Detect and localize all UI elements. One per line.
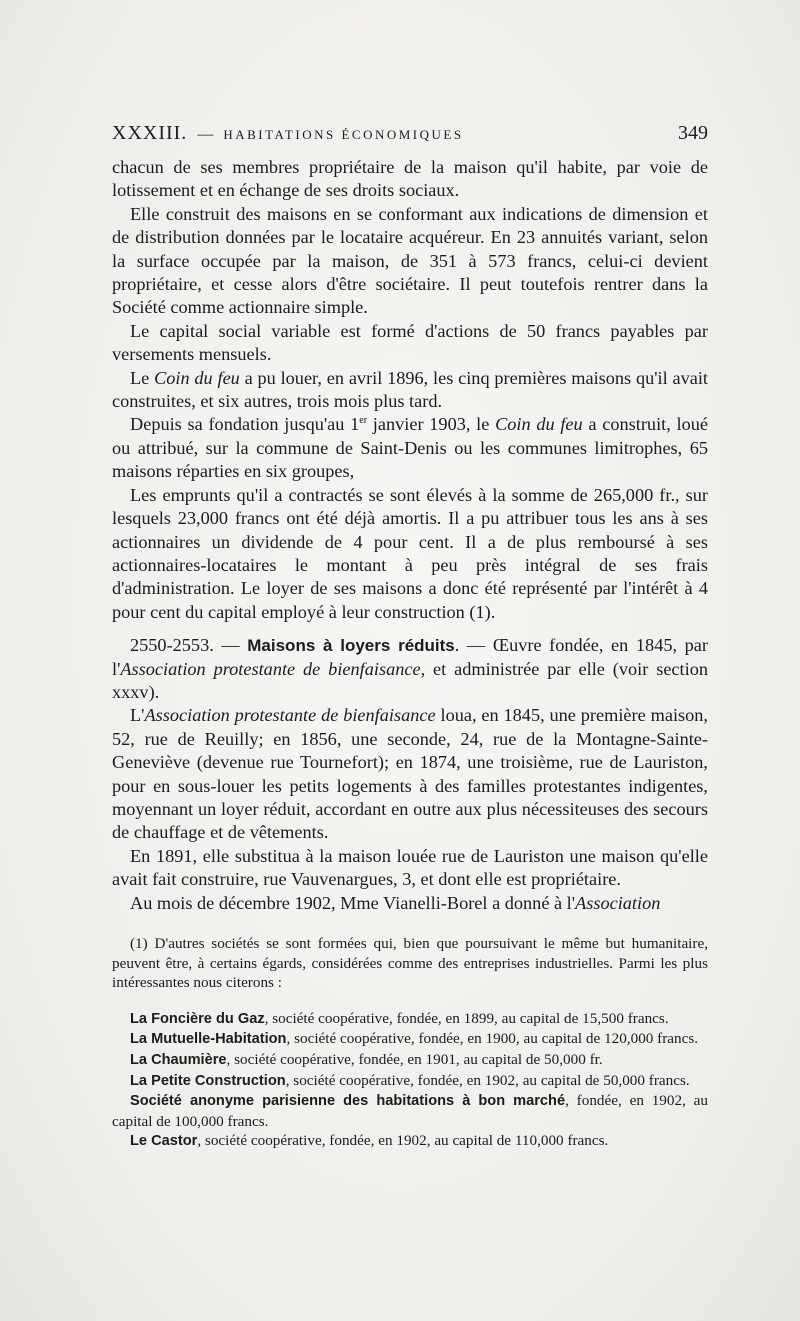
paragraph-4 <box>112 367 708 414</box>
society-name: La Foncière du Gaz <box>130 1010 265 1027</box>
p10-text-a: Au mois de décembre 1902, Mme Vianelli-Borel a donné à l' <box>130 892 576 913</box>
paragraph-3: Le capital social variable est formé d'actions de 50 francs payables par versements mensuels. <box>112 320 708 365</box>
paragraph-8 <box>112 704 708 844</box>
footnote-entry <box>112 1009 708 1030</box>
chapter-number: XXXIII. <box>112 122 188 144</box>
paragraph-6: Les emprunts qu'il a contractés se sont élevés à la somme de 265,000 fr., sur lesquels 23,000 francs ont été déjà amortis. Il a pu attribuer tous les ans à ses actionnaires un dividende de 4 pour cent. Il a de plus remboursé à ses actionnaires-locataires le montant à peu près intégral de ses frais d'administration. Le loyer de ses maisons a donc été représenté par l'intérêt à 4 pour cent du capital employé à leur construction (1). <box>112 484 708 622</box>
p4-text-a: Le <box>130 367 155 388</box>
society-name: La Chaumière <box>130 1051 227 1068</box>
header-chapter <box>112 122 464 145</box>
paragraph-5 <box>112 413 708 483</box>
footnotes <box>112 934 708 1152</box>
footnote-entry <box>112 1029 708 1050</box>
paragraph-2: Elle construit des maisons en se conformant aux indications de dimension et de distribution données par le locataire acquéreur. En 23 annuités variant, selon la surface occupée par la maison, de 351 à 573 francs, celui-ci devient propriétaire, et cesse alors d'être sociétaire. Il peut toutefois rentrer dans la Société comme actionnaire simple. <box>112 203 708 318</box>
running-header <box>112 122 708 145</box>
paragraph-10 <box>112 892 708 915</box>
footnote-entry <box>112 1071 708 1092</box>
footnote-entry <box>112 1131 708 1152</box>
header-dash: — <box>197 126 214 143</box>
page-number: 349 <box>678 122 708 144</box>
society-text: , fondée, en 1902, au capital de 100,000 francs. <box>112 1092 708 1130</box>
p5-text-c: a construit, loué ou attribué, sur la commune de Saint-Denis ou les communes limitrophes, 65 maisons réparties en six groupes, <box>112 414 708 482</box>
section-text-b: , et administrée par elle (voir section xxxv). <box>112 658 708 702</box>
p8-italic: Association protestante de bienfaisance <box>144 705 436 726</box>
p5-italic: Coin du feu <box>495 414 583 435</box>
footnote-entry <box>112 1091 708 1131</box>
society-text: , société coopérative, fondée, en 1901, au capital de 50,000 fr. <box>226 1050 603 1068</box>
body-text <box>112 156 708 915</box>
footnote-intro: (1) D'autres sociétés se sont formées qui, bien que poursuivant le même but humanitaire, peuvent être, à certains égards, considérées comme des entreprises industrielles. Parmi les plus intéressantes nous citerons : <box>112 935 708 992</box>
paragraph-1: chacun de ses membres propriétaire de la maison qu'il habite, par voie de lotissement et en échange de ses droits sociaux. <box>112 157 708 201</box>
society-text: , société coopérative, fondée, en 1902, au capital de 50,000 francs. <box>285 1071 690 1089</box>
section-title: Maisons à loyers réduits <box>247 636 455 656</box>
society-text: , société coopérative, fondée, en 1902, au capital de 110,000 francs. <box>197 1132 609 1150</box>
society-name: La Petite Construction <box>130 1072 286 1089</box>
society-text: , société coopérative, fondée, en 1899, au capital de 15,500 francs. <box>264 1009 669 1027</box>
society-name: Société anonyme parisienne des habitations à bon marché <box>130 1093 566 1110</box>
p4-italic: Coin du feu <box>154 367 240 388</box>
section-text-a: . — Œuvre fondée, en 1845, par l' <box>112 635 708 679</box>
section-heading-paragraph <box>112 634 708 704</box>
section-italic: Association protestante de bienfaisance <box>120 658 421 679</box>
p5-superscript: er <box>359 415 368 427</box>
section-number: 2550-2553. — <box>130 635 248 656</box>
footnote-entry <box>112 1050 708 1071</box>
p8-text-b: loua, en 1845, une première maison, 52, rue de Reuilly; en 1856, une seconde, 24, rue de la Montagne-Sainte-Geneviève (devenue rue Tournefort); en 1874, une troisième, rue de Lauriston, pour en sous-louer les petits logements à des familles protestantes indigentes, moyennant un loyer réduit, accordant en outre aux plus nécessiteuses des secours de chauffage et de vêtements. <box>112 705 708 843</box>
header-title: HABITATIONS ÉCONOMIQUES <box>223 127 464 142</box>
society-name: La Mutuelle-Habitation <box>130 1031 287 1048</box>
p10-italic: Association <box>575 892 661 913</box>
paragraph-9: En 1891, elle substitua à la maison louée rue de Lauriston une maison qu'elle avait fait construire, rue Vauvenargues, 3, et dont elle est propriétaire. <box>112 845 708 890</box>
society-name: Le Castor <box>130 1133 198 1150</box>
p5-text-b: janvier 1903, le <box>367 414 496 435</box>
p4-text-b: a pu louer, en avril 1896, les cinq premières maisons qu'il avait construites, et six autres, trois mois plus tard. <box>112 367 708 412</box>
society-text: , société coopérative, fondée, en 1900, au capital de 120,000 francs. <box>286 1030 699 1048</box>
p5-text-a: Depuis sa fondation jusqu'au 1 <box>130 414 360 435</box>
p8-text-a: L' <box>130 705 145 726</box>
